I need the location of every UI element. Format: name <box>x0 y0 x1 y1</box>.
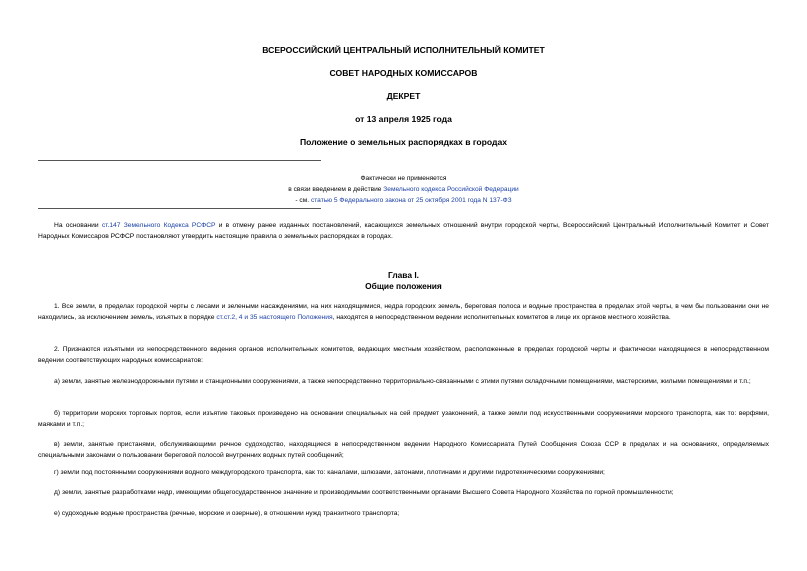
status-note-text: в связи введением в действие <box>288 186 384 193</box>
subparagraph-a: а) земли, занятые железнодорожными путями и станционными сооружениями, а также непосредственно территориально-связанными с этими путями складочными помещениями, мастерскими, жилыми помещениями и т.п.; <box>54 378 751 385</box>
status-note-line-2 <box>0 184 807 195</box>
land-code-link[interactable]: Земельного кодекса Российской Федерации <box>383 186 519 193</box>
paragraph-2: 2. Признаются изъятыми из непосредственного ведения органов исполнительных комитетов, ведающих местным хозяйством, расположенные в пределах городской черты и фактически находящиеся в непосредственном ведении соответствующих народных комиссариатов: <box>38 346 769 364</box>
document-type: ДЕКРЕТ <box>386 91 421 101</box>
divider-top <box>38 160 321 161</box>
subparagraph-b: б) территории морских торговых портов, если изъятие таковых произведено на основании специальных на сей предмет узаконений, а также земли под искусственными сооружениями морского транспорта, как то: верфями, маяками и т.п.; <box>38 410 769 428</box>
issuer-heading-2: СОВЕТ НАРОДНЫХ КОМИССАРОВ <box>329 68 478 78</box>
divider-bottom <box>38 208 321 209</box>
articles-2-4-35-link[interactable]: ст.ст.2, 4 и 35 настоящего Положения <box>216 313 333 321</box>
article-147-link[interactable]: ст.147 Земельного Кодекса РСФСР <box>101 222 216 229</box>
paragraph-text: 1. Все земли, в пределах городской черты с лесами и зелеными насаждениями, на них находящимися, недра городских земель, береговая полоса и водные пространства в пределах этой черты, в чем бы пользовании они не находились, за исключением земель, изъятых в порядке <box>38 303 769 321</box>
paragraph-1 <box>38 302 769 323</box>
status-note-line-1: Фактически не применяется <box>360 175 447 182</box>
status-note-text: - см. <box>295 197 311 204</box>
status-note-line-3 <box>0 195 807 206</box>
preamble-text: На основании <box>54 222 102 229</box>
document-date: от 13 апреля 1925 года <box>355 114 452 124</box>
subparagraph-d: д) земли, занятые разработками недр, имеющими общегосударственное значение и производимыми соответственными органами Высшего Совета Народного Хозяйства по горной промышленности; <box>54 489 674 496</box>
paragraph-text: , находятся в непосредственном ведении исполнительных комитетов в лице их органов местного хозяйства. <box>332 313 671 321</box>
subparagraph-g: г) земли под постоянными сооружениями водного междугородского транспорта, как то: каналами, шлюзами, затонами, плотинами и другими гидротехническими сооружениями; <box>54 469 605 476</box>
subparagraph-v: в) земли, занятые пристанями, обслуживающими речное судоходство, находящиеся в непосредственном ведении Народного Комиссариата Путей Сообщения Союза ССР в пределах и на основаниях, определяемых специальными законами о пользовании береговой полосой внутренних водных путей сообщений; <box>38 441 769 459</box>
chapter-number: Глава I. <box>388 270 419 280</box>
issuer-heading-1: ВСЕРОССИЙСКИЙ ЦЕНТРАЛЬНЫЙ ИСПОЛНИТЕЛЬНЫЙ КОМИТЕТ <box>262 45 545 55</box>
preamble-text: и в отмену ранее изданных постановлений, касающихся земельных отношений внутри городской черты, Всероссийский Центральный Исполнительный Комитет и Совет Народных Комиссаров РСФСР постановляют утвердить настоящие правила о земельных распорядках в городах. <box>38 222 769 240</box>
preamble-paragraph <box>38 221 769 242</box>
status-note <box>0 173 807 206</box>
chapter-title: Общие положения <box>365 281 442 291</box>
subparagraph-e: е) судоходные водные пространства (речные, морские и озерные), в отношении нужд транзитного транспорта; <box>54 510 400 517</box>
document-title: Положение о земельных распорядках в городах <box>299 137 508 147</box>
chapter-heading <box>0 270 807 292</box>
federal-law-link[interactable]: статью 5 Федерального закона от 25 октября 2001 года N 137-ФЗ <box>310 197 512 204</box>
